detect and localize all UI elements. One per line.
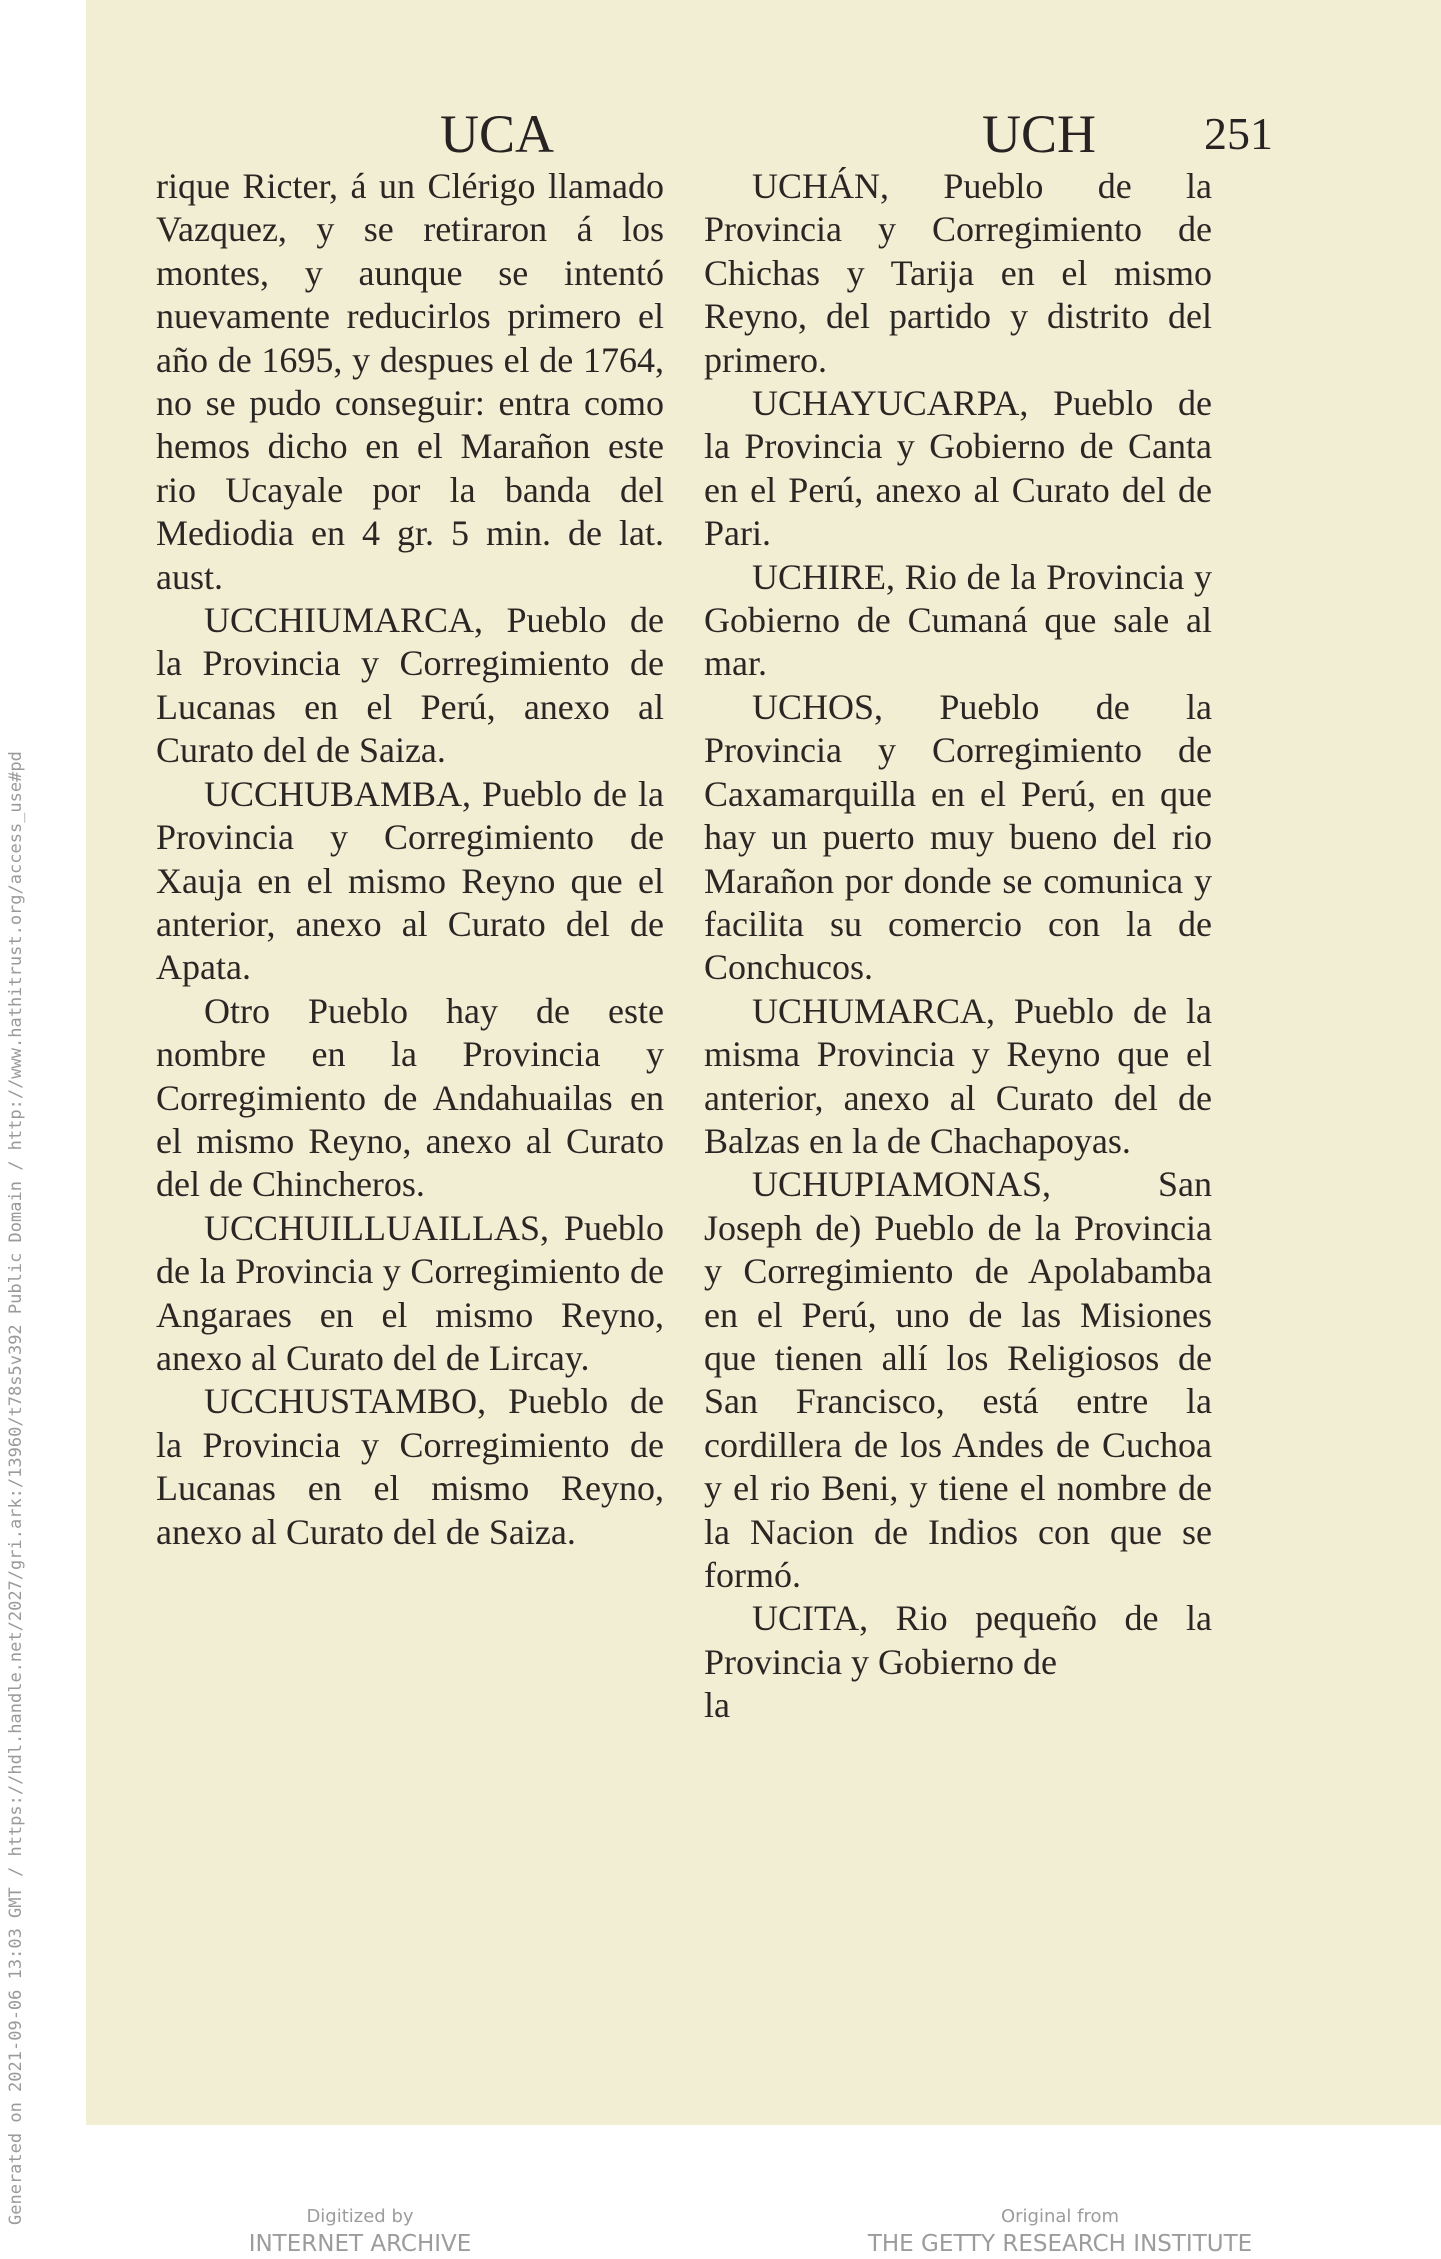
original-from-label: Original from [1000,2206,1120,2227]
original-from-credit [840,2205,1280,2259]
right-running-head: UCH [982,104,1097,164]
catchword: la [704,1685,730,1726]
entry-ucchuilluaillas: UCCHUILLUAILLAS, Pueblo de la Provincia y Corregimiento de Angaraes en el mismo Reyno, anexo al Curato del de Lircay. [156,1207,664,1378]
entry-ucchubamba: UCCHUBAMBA, Pueblo de la Provincia y Corregimiento de Xauja en el mismo Reyno que el anterior, anexo al Curato del de Apata. [156,773,664,988]
entry-ucchustambo: UCCHUSTAMBO, Pueblo de la Provincia y Corregimiento de Lucanas en el mismo Reyno, anexo al Curato del de Saiza. [156,1381,664,1552]
right-column [704,165,1212,1728]
left-running-head: UCA [440,104,555,164]
sidebar-margin [0,0,86,2255]
internet-archive-label: INTERNET ARCHIVE [248,2231,472,2257]
getty-institute-label: THE GETTY RESEARCH INSTITUTE [867,2231,1253,2257]
entry-continuation: rique Ricter, á un Clérigo llamado Vazquez, y se retiraron á los montes, y aunque se intentó nuevamente reducirlos primero el año de 1695, y despues el de 1764, no se pudo conseguir: entra como hemos dicho en el Marañon este rio Ucayale por la banda del Mediodia en 4 gr. 5 min. de lat. aust. [156,166,664,597]
entry-uchumarca: UCHUMARCA, Pueblo de la misma Provincia y Reyno que el anterior, anexo al Curato del de Balzas en la de Chachapoyas. [704,990,1212,1161]
page-number: 251 [1204,108,1273,159]
digitized-by-credit [200,2205,520,2259]
digitized-by-label: Digitized by [306,2206,414,2227]
entry-uchan: UCHÁN, Pueblo de la Provincia y Corregimiento de Chichas y Tarija en el mismo Reyno, del partido y distrito del primero. [704,166,1212,380]
entry-ucita: UCITA, Rio pequeño de la Provincia y Gobierno de [704,1598,1212,1682]
left-column [156,165,664,1554]
entry-uchos: UCHOS, Pueblo de la Provincia y Corregimiento de Caxamarquilla en el Perú, en que hay un puerto muy bueno del rio Marañon por donde se comunica y facilita su comercio con la de Conchucos. [704,686,1212,988]
entry-ucchiumarca: UCCHIUMARCA, Pueblo de la Provincia y Corregimiento de Lucanas en el Perú, anexo al Curato del de Saiza. [156,600,664,771]
entry-uchayucarpa: UCHAYUCARPA, Pueblo de la Provincia y Gobierno de Canta en el Perú, anexo al Curato del de Pari. [704,383,1212,554]
entry-uchire: UCHIRE, Rio de la Provincia y Gobierno de Cumaná que sale al mar. [704,556,1212,684]
entry-uchupiamonas: UCHUPIAMONAS, San Joseph de) Pueblo de la Provincia y Corregimiento de Apolabamba en el Perú, uno de las Misiones que tienen allí los Religiosos de San Francisco, está entre la cordillera de los Andes de Cuchoa y el rio Beni, y tiene el nombre de la Nacion de Indios con que se formó. [704,1164,1212,1595]
generation-note: Generated on 2021-09-06 13:03 GMT / https://hdl.handle.net/2027/gri.ark:/13960/t78s5v392 Public Domain / http://www.hathitrust.org/access_use#pd [6,751,26,2225]
entry-otro-pueblo: Otro Pueblo hay de este nombre en la Provincia y Corregimiento de Andahuailas en el mismo Reyno, anexo al Curato del de Chincheros. [156,990,664,1205]
